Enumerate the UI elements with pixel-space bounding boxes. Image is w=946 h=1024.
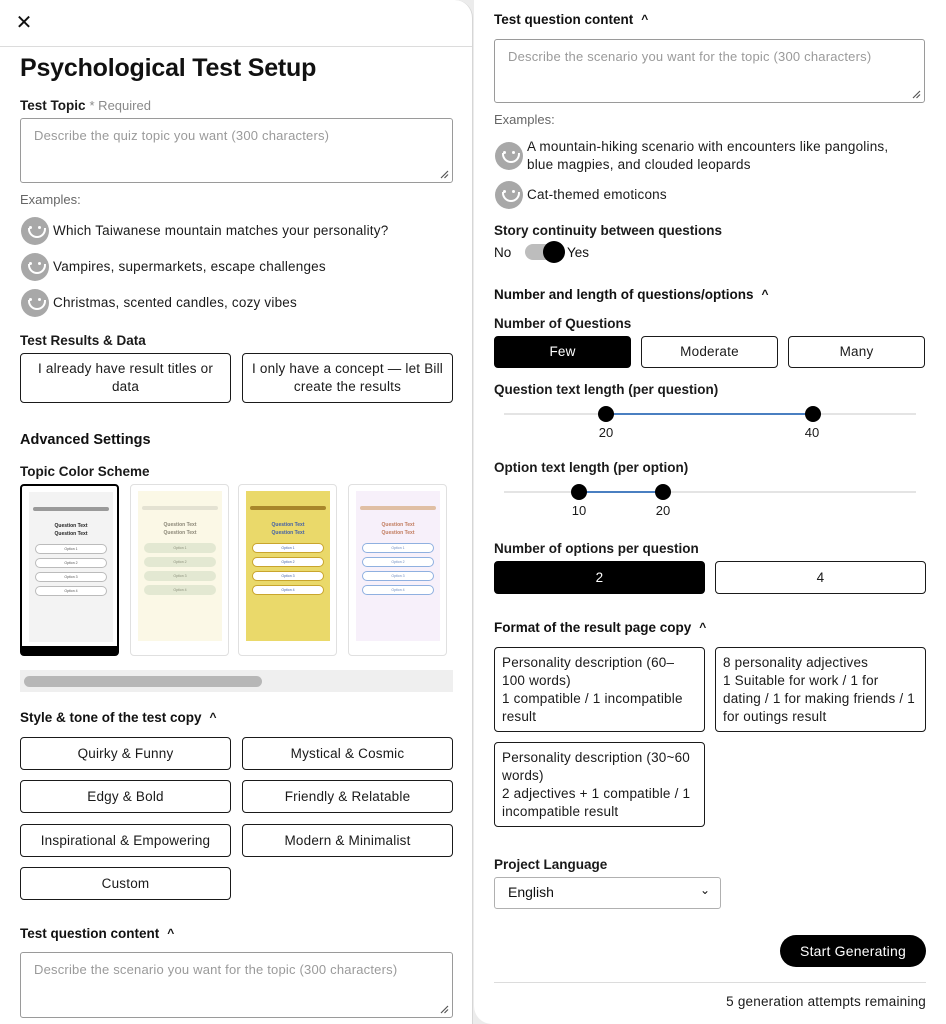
style-option-inspirational[interactable]: Inspirational & Empowering xyxy=(20,824,231,857)
topic-example-item[interactable] xyxy=(21,289,297,317)
smiley-icon xyxy=(495,181,523,209)
question-length-label: Question text length (per question) xyxy=(494,382,719,397)
language-select[interactable] xyxy=(494,877,721,909)
theme-card[interactable] xyxy=(20,484,119,656)
theme-preview-screen xyxy=(29,492,113,642)
theme-preview-screen xyxy=(356,491,440,641)
footer-divider xyxy=(494,982,926,983)
theme-preview-option: Option 2 xyxy=(144,557,216,567)
resize-grip-icon[interactable] xyxy=(911,89,921,99)
smiley-icon xyxy=(21,253,49,281)
continuity-no-label: No xyxy=(494,245,512,260)
style-heading-text: Style & tone of the test copy xyxy=(20,710,202,725)
option-length-max-value: 20 xyxy=(655,503,671,518)
language-value: English xyxy=(508,884,554,900)
slider-range-fill xyxy=(579,491,663,493)
theme-preview-option: Option 3 xyxy=(362,571,434,581)
question-length-slider[interactable] xyxy=(504,413,916,415)
topic-placeholder: Describe the quiz topic you want (300 characters) xyxy=(34,128,330,143)
topic-example-text: Vampires, supermarkets, escape challenges xyxy=(53,259,326,274)
theme-carousel xyxy=(20,484,453,660)
theme-card[interactable] xyxy=(348,484,447,656)
style-option-quirky[interactable]: Quirky & Funny xyxy=(20,737,231,770)
setup-panel-right xyxy=(474,0,946,1024)
question-content-placeholder: Describe the scenario you want for the topic (300 characters) xyxy=(34,962,398,977)
question-examples-label: Examples: xyxy=(494,112,555,127)
option-length-min-handle[interactable] xyxy=(571,484,587,500)
theme-preview-option: Option 2 xyxy=(35,558,107,568)
theme-preview-option: Option 4 xyxy=(362,585,434,595)
options-count-label: Number of options per question xyxy=(494,541,699,556)
theme-preview-option: Option 3 xyxy=(144,571,216,581)
selected-theme-indicator xyxy=(22,646,117,654)
required-marker: * Required xyxy=(89,98,151,113)
slider-range-fill xyxy=(606,413,812,415)
question-example-text: Cat-themed emoticons xyxy=(527,187,667,202)
topic-example-text: Christmas, scented candles, cozy vibes xyxy=(53,295,297,310)
style-option-mystical[interactable]: Mystical & Cosmic xyxy=(242,737,453,770)
number-length-heading-text: Number and length of questions/options xyxy=(494,287,754,302)
theme-preview-screen xyxy=(138,491,222,641)
theme-preview-option: Option 1 xyxy=(35,544,107,554)
theme-preview-option: Option 4 xyxy=(35,586,107,596)
question-content-textarea[interactable] xyxy=(20,952,453,1018)
number-length-heading[interactable] xyxy=(494,287,769,302)
theme-preview-screen xyxy=(246,491,330,641)
theme-preview-progress-bar xyxy=(250,506,326,510)
question-count-label: Number of Questions xyxy=(494,316,632,331)
question-count-moderate[interactable]: Moderate xyxy=(641,336,778,368)
results-option-text: I already have result titles or data xyxy=(37,361,214,394)
topic-example-item[interactable] xyxy=(21,217,388,245)
theme-preview-option: Option 2 xyxy=(252,557,324,567)
continuity-label: Story continuity between questions xyxy=(494,223,723,238)
theme-preview-question: Question Text xyxy=(163,530,197,536)
page-title: Psychological Test Setup xyxy=(20,54,317,82)
question-content-placeholder: Describe the scenario you want for the topic (300 characters) xyxy=(508,49,872,64)
style-option-edgy[interactable]: Edgy & Bold xyxy=(20,780,231,813)
color-scheme-label: Topic Color Scheme xyxy=(20,464,150,479)
results-label: Test Results & Data xyxy=(20,333,146,348)
continuity-yes-label: Yes xyxy=(567,245,590,260)
result-format-heading[interactable] xyxy=(494,620,706,635)
theme-preview-question: Question Text xyxy=(271,522,305,528)
question-content-heading-text: Test question content xyxy=(494,12,634,27)
result-format-option-2[interactable]: 8 personality adjectives 1 Suitable for work / 1 for dating / 1 for making friends / 1 for outings result xyxy=(715,647,926,732)
theme-card[interactable] xyxy=(238,484,337,656)
theme-preview-question: Question Text xyxy=(271,530,305,536)
question-length-max-handle[interactable] xyxy=(805,406,821,422)
attempts-remaining: 5 generation attempts remaining xyxy=(726,994,926,1009)
chevron-up-icon: ^ xyxy=(699,620,707,634)
theme-preview-option: Option 2 xyxy=(362,557,434,567)
question-length-min-value: 20 xyxy=(598,425,614,440)
theme-preview-question: Question Text xyxy=(381,522,415,528)
question-content-heading[interactable] xyxy=(20,926,174,941)
chevron-up-icon: ^ xyxy=(167,926,175,940)
header-divider xyxy=(0,46,473,47)
question-content-heading[interactable] xyxy=(494,12,648,27)
theme-preview-option: Option 3 xyxy=(252,571,324,581)
theme-preview-question: Question Text xyxy=(163,522,197,528)
question-length-min-handle[interactable] xyxy=(598,406,614,422)
chevron-up-icon: ^ xyxy=(641,12,649,26)
topic-example-item[interactable] xyxy=(21,253,326,281)
question-length-max-value: 40 xyxy=(804,425,820,440)
options-count-4[interactable]: 4 xyxy=(715,561,926,594)
theme-preview-progress-bar xyxy=(33,507,109,511)
toggle-knob xyxy=(543,241,565,263)
chevron-up-icon: ^ xyxy=(209,710,217,724)
theme-preview-question: Question Text xyxy=(381,530,415,536)
chevron-down-icon: ⌄ xyxy=(699,883,710,897)
question-content-heading-text: Test question content xyxy=(20,926,160,941)
option-length-label: Option text length (per option) xyxy=(494,460,689,475)
theme-preview-progress-bar xyxy=(142,506,218,510)
topic-label-text: Test Topic xyxy=(20,98,86,113)
continuity-toggle[interactable] xyxy=(525,244,563,260)
options-count-2[interactable]: 2 xyxy=(494,561,705,594)
theme-preview-option: Option 3 xyxy=(35,572,107,582)
question-example-item[interactable] xyxy=(495,138,915,174)
theme-preview-question: Question Text xyxy=(54,531,88,537)
topic-label xyxy=(20,98,151,113)
result-format-option-1[interactable]: Personality description (60–100 words) 1 compatible / 1 incompatible result xyxy=(494,647,705,732)
topic-example-text: Which Taiwanese mountain matches your personality? xyxy=(53,223,389,238)
topic-examples-label: Examples: xyxy=(20,192,81,207)
language-label: Project Language xyxy=(494,857,608,872)
question-example-item[interactable] xyxy=(495,181,667,209)
smiley-icon xyxy=(21,289,49,317)
theme-preview-option: Option 1 xyxy=(362,543,434,553)
question-content-textarea[interactable] xyxy=(494,39,925,103)
theme-scrollbar[interactable] xyxy=(20,670,453,692)
theme-preview-option: Option 1 xyxy=(252,543,324,553)
option-length-slider[interactable] xyxy=(504,491,916,493)
results-option-concept[interactable] xyxy=(242,353,453,403)
scrollbar-thumb[interactable] xyxy=(24,676,262,687)
result-format-option-3[interactable]: Personality description (30~60 words) 2 adjectives + 1 compatible / 1 incompatible result xyxy=(494,742,705,827)
advanced-settings-heading: Advanced Settings xyxy=(20,432,151,448)
theme-preview-option: Option 1 xyxy=(144,543,216,553)
resize-grip-icon[interactable] xyxy=(439,1004,449,1014)
smiley-icon xyxy=(21,217,49,245)
theme-card[interactable] xyxy=(130,484,229,656)
question-count-few[interactable]: Few xyxy=(494,336,631,368)
results-option-text: I only have a concept — let Bill create the results xyxy=(252,361,443,394)
style-option-friendly[interactable]: Friendly & Relatable xyxy=(242,780,453,813)
style-option-modern[interactable]: Modern & Minimalist xyxy=(242,824,453,857)
chevron-up-icon: ^ xyxy=(761,287,769,301)
option-length-min-value: 10 xyxy=(571,503,587,518)
question-example-text: A mountain-hiking scenario with encounters like pangolins, blue magpies, and clouded leopards xyxy=(527,139,889,172)
smiley-icon xyxy=(495,142,523,170)
theme-preview-option: Option 4 xyxy=(144,585,216,595)
question-count-many[interactable]: Many xyxy=(788,336,925,368)
style-heading[interactable] xyxy=(20,710,217,725)
close-icon[interactable]: ✕ xyxy=(15,12,33,34)
resize-grip-icon[interactable] xyxy=(439,169,449,179)
start-generating-button[interactable]: Start Generating xyxy=(780,935,926,967)
results-option-have-data[interactable] xyxy=(20,353,231,403)
topic-textarea[interactable] xyxy=(20,118,453,183)
theme-preview-progress-bar xyxy=(360,506,436,510)
option-length-max-handle[interactable] xyxy=(655,484,671,500)
theme-preview-question: Question Text xyxy=(54,523,88,529)
result-format-heading-text: Format of the result page copy xyxy=(494,620,692,635)
theme-preview-option: Option 4 xyxy=(252,585,324,595)
style-option-custom[interactable]: Custom xyxy=(20,867,231,900)
